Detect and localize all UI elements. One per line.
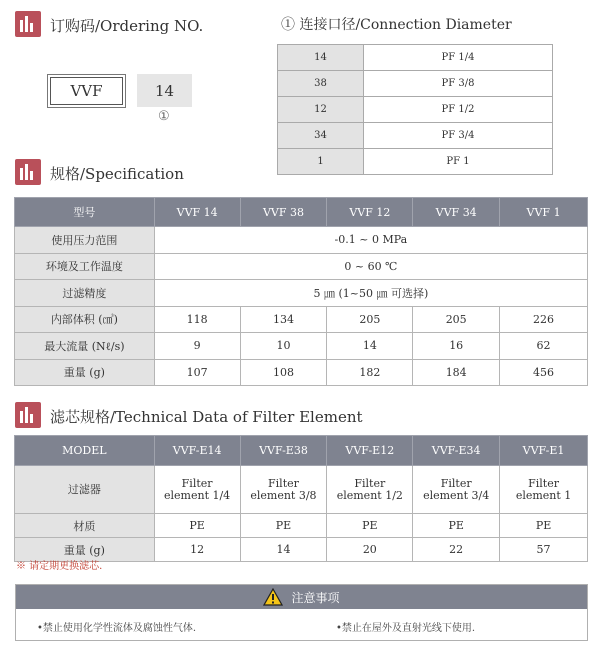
element-filter-value [240, 466, 327, 514]
connection-row [278, 97, 553, 123]
spec-temperature-label: 环境及工作温度 [15, 253, 155, 280]
spec-header-cell: VVF 12 [327, 198, 413, 227]
spec-weight-label: 重量 (g) [15, 359, 155, 386]
spec-weight-value: 182 [327, 359, 413, 386]
replacement-note: ※ 请定期更换滤芯. [16, 561, 103, 572]
ordering-code-box [47, 74, 126, 108]
bar-chart-icon [15, 11, 41, 37]
element-filter-value [327, 466, 413, 514]
spec-title: 规格/Specification [50, 165, 184, 183]
spec-precision-label: 过滤精度 [15, 280, 155, 307]
spec-volume-value: 226 [500, 306, 588, 333]
connection-table [277, 44, 553, 175]
spec-weight-value: 184 [413, 359, 500, 386]
element-material-value: PE [327, 514, 413, 538]
caution-item: •禁止在屋外及直射光线下使用. [336, 623, 476, 634]
element-filter-line: element 3/8 [250, 488, 317, 502]
element-weight-value: 12 [154, 538, 240, 562]
bar-chart-icon [15, 159, 41, 185]
spec-volume-label: 内部体积 (㎤) [15, 306, 155, 333]
element-filter-line: element 1/4 [164, 488, 231, 502]
element-filter-line: Filter [268, 476, 299, 490]
ordering-title: 订购码/Ordering NO. [50, 17, 204, 35]
connection-row [278, 45, 553, 71]
element-filter-line: Filter [528, 476, 559, 490]
element-header-cell: VVF-E34 [413, 436, 500, 466]
connection-value: PF 3/4 [364, 123, 553, 149]
caution-box [15, 584, 588, 641]
element-weight-value: 22 [413, 538, 500, 562]
connection-key: 38 [278, 71, 364, 97]
spec-volume-value: 205 [413, 306, 500, 333]
element-filter-line: Filter [354, 476, 386, 490]
connection-row [278, 71, 553, 97]
caution-title: 注意事项 [291, 590, 340, 605]
spec-row-pressure [15, 227, 588, 254]
spec-flow-value: 62 [500, 333, 588, 360]
spec-flow-label: 最大流量 (Nℓ/s) [15, 333, 155, 360]
spec-row-flow [15, 333, 588, 360]
element-filter-value [413, 466, 500, 514]
warning-icon [263, 588, 283, 606]
spec-header-cell: VVF 38 [240, 198, 327, 227]
caution-header [16, 585, 587, 609]
spec-header-cell: VVF 1 [500, 198, 588, 227]
element-header-cell: VVF-E12 [327, 436, 413, 466]
spec-flow-value: 9 [154, 333, 240, 360]
bar-chart-icon [15, 402, 41, 428]
connection-value: PF 1/4 [364, 45, 553, 71]
spec-volume-value: 205 [327, 306, 413, 333]
element-filter-line: element 1/2 [336, 488, 403, 502]
spec-header-cell: 型号 [15, 198, 155, 227]
connection-key: 34 [278, 123, 364, 149]
spec-flow-value: 14 [327, 333, 413, 360]
connection-row [278, 149, 553, 175]
spec-row-temperature [15, 253, 588, 280]
element-filter-label: 过滤器 [15, 466, 155, 514]
spec-row-weight [15, 359, 588, 386]
element-material-value: PE [500, 514, 588, 538]
connection-key: 1 [278, 149, 364, 175]
spec-weight-value: 107 [154, 359, 240, 386]
connection-key: 14 [278, 45, 364, 71]
spec-row-volume [15, 306, 588, 333]
connection-value: PF 1 [364, 149, 553, 175]
ordering-part-box: 14 [137, 74, 192, 107]
connection-value: PF 3/8 [364, 71, 553, 97]
spec-volume-value: 134 [240, 306, 327, 333]
ordering-code: VVF [50, 77, 123, 105]
element-header-cell: VVF-E14 [154, 436, 240, 466]
spec-flow-value: 16 [413, 333, 500, 360]
element-filter-line: Filter [181, 476, 213, 490]
spec-row-precision [15, 280, 588, 307]
element-material-value: PE [413, 514, 500, 538]
ordering-marker: ① [158, 109, 170, 124]
caution-body [16, 609, 587, 640]
spec-precision-value: 5 ㎛ (1~50 ㎛ 可选择) [154, 280, 587, 307]
element-header-cell: MODEL [15, 436, 155, 466]
spec-weight-value: 456 [500, 359, 588, 386]
element-header-cell: VVF-E1 [500, 436, 588, 466]
spec-volume-value: 118 [154, 306, 240, 333]
connection-value: PF 1/2 [364, 97, 553, 123]
element-material-value: PE [240, 514, 327, 538]
spec-pressure-value: -0.1 ~ 0 MPa [154, 227, 587, 254]
element-header-cell: VVF-E38 [240, 436, 327, 466]
element-material-value: PE [154, 514, 240, 538]
spec-weight-value: 108 [240, 359, 327, 386]
connection-row [278, 123, 553, 149]
caution-item: •禁止使用化学性流体及腐蚀性气体. [37, 623, 197, 634]
spec-flow-value: 10 [240, 333, 327, 360]
element-weight-value: 14 [240, 538, 327, 562]
element-title: 滤芯规格/Technical Data of Filter Element [50, 408, 363, 426]
element-row-filter [15, 466, 588, 514]
element-filter-value [154, 466, 240, 514]
spec-header-cell: VVF 14 [154, 198, 240, 227]
spec-pressure-label: 使用压力范围 [15, 227, 155, 254]
connection-key: 12 [278, 97, 364, 123]
element-filter-line: element 1 [515, 488, 572, 502]
element-table [14, 435, 588, 562]
element-filter-line: Filter [440, 476, 472, 490]
element-weight-label: 重量 (g) [15, 538, 155, 562]
element-material-label: 材质 [15, 514, 155, 538]
spec-header-cell: VVF 34 [413, 198, 500, 227]
element-row-material [15, 514, 588, 538]
connection-title: ① 连接口径/Connection Diameter [281, 17, 512, 33]
spec-table [14, 197, 588, 386]
spec-temperature-value: 0 ~ 60 ℃ [154, 253, 587, 280]
element-weight-value: 57 [500, 538, 588, 562]
element-weight-value: 20 [327, 538, 413, 562]
element-filter-value [500, 466, 588, 514]
element-filter-line: element 3/4 [423, 488, 490, 502]
